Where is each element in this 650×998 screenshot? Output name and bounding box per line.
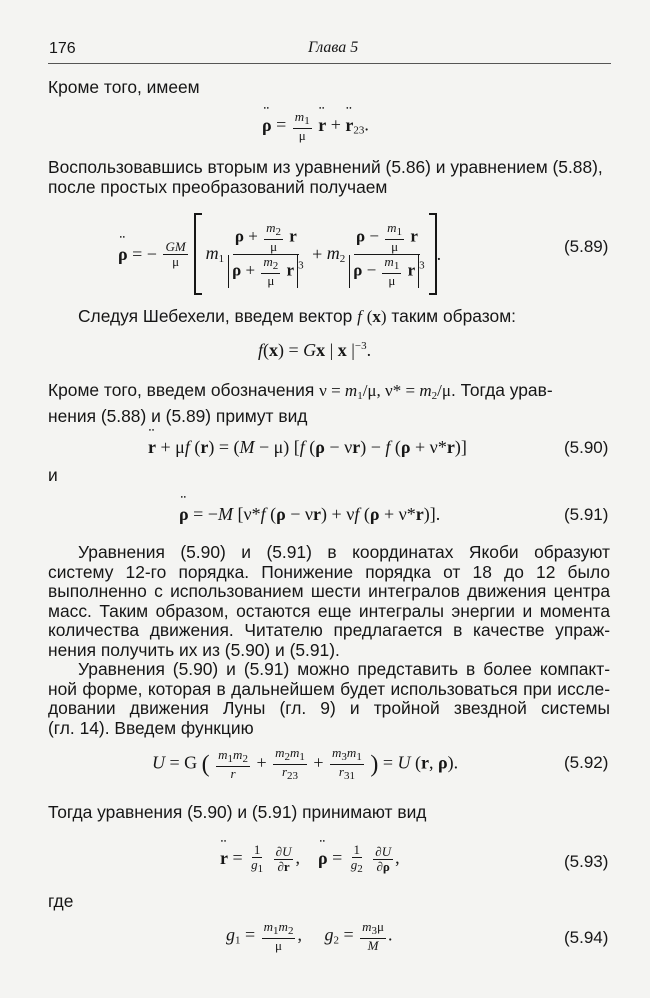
text-line: (гл. 14). Введем функцию xyxy=(48,717,254,738)
paragraph-derivation xyxy=(48,158,610,197)
paragraph-jacobi xyxy=(48,543,610,660)
text-line: масс. Таким образом, остаются еще интегралы энергии и момента xyxy=(48,600,610,621)
equation-number: (5.91) xyxy=(564,505,609,524)
text-line: после простых преобразований получаем xyxy=(48,176,388,197)
text-line: Уравнения (5.90) и (5.91) можно представить в более компакт- xyxy=(78,659,610,679)
running-header: Глава 5 xyxy=(308,39,359,56)
equation-number: (5.93) xyxy=(564,852,609,871)
paragraph-compact-form xyxy=(48,660,610,738)
text-line: выполненно с использованием шести интегралов движения центра xyxy=(48,581,610,601)
text-line: количества движения. Читателю предлагается в качестве упраж- xyxy=(48,620,610,640)
text-line: Кроме того, введем обозначения $\nu = m_1/\mu$, $\nu* = m_2/\mu$. Тогда урав- xyxy=(48,380,553,402)
paragraph-then: Тогда уравнения (5.90) и (5.91) принимают вид xyxy=(48,802,427,822)
header-rule xyxy=(48,63,611,64)
text-line: ной форме, которая в дальнейшем будет использоваться при иссле- xyxy=(48,678,610,699)
equation-5-94: $g_1$ = $\frac{m_1m_2}{\mu}$ , $g_2$ = $\frac{m_3\mu}{M}$ . xyxy=(226,919,393,953)
equation-5-92: U = G ( $\frac{m_1m_2}{r}$ + $\frac{m_2m_1}{r_{23}}$ + $\frac{m_3m_1}{r_{31}}$ ) = U (r, ρ). xyxy=(152,745,459,782)
page-number: 176 xyxy=(49,40,76,57)
equation-number: (5.92) xyxy=(564,753,609,772)
word-where: где xyxy=(48,891,74,911)
equation-5-90: •• r + μf (r) = (M − μ) [f (ρ − νr) − f (ρ + ν*r)] xyxy=(148,437,467,458)
text-line: Воспользовавшись вторым из уравнений (5.86) и уравнением (5.88), xyxy=(48,157,603,177)
text-segment: таким образом: xyxy=(391,306,516,326)
equation-number: (5.90) xyxy=(564,438,609,457)
text-line: нения получить их из (5.90) и (5.91). xyxy=(48,639,340,660)
equation-number: (5.89) xyxy=(564,237,609,256)
equation-f-definition: f(x) = Gx | x $|^{-3}$. xyxy=(258,340,372,360)
text-line: довании движения Луны (гл. 9) и тройной звездной системы xyxy=(48,698,610,718)
text-line: нения (5.88) и (5.89) примут вид xyxy=(48,405,308,426)
equation-rho-accel: •• ρ = $\frac{m_1}{\mu}$ •• r + •• $r_{23}$. xyxy=(262,110,369,143)
equation-5-93: •• r = $\frac{1}{g_1}$ $\frac{\partial U}{\partial r}$ , •• ρ = $\frac{1}{g_2}$ $\frac{\partial U}{\partial\rho}$ , xyxy=(220,843,400,876)
equation-5-91: •• ρ = −M [ν*f (ρ − νr) + νf (ρ + ν*r)]. xyxy=(179,504,440,525)
paragraph-shebehely: Следуя Шебехели, введем вектор f (x) таким образом: xyxy=(78,306,516,326)
paragraph-notation xyxy=(48,381,610,426)
equation-number: (5.94) xyxy=(564,928,609,947)
text-segment: Следуя Шебехели, введем вектор xyxy=(78,306,353,326)
equation-5-89: •• ρ = − $\frac{GM}{\mu}$ $m_1$ ρ + $\frac{m_2}{\mu}$ r ρ + $\frac{m_2}{\mu}$ r $^3$ + $m_2$ ρ − $\frac{m_1}{\mu}$ r ρ − $\frac{m_1}{\mu}$ r $^3$ . xyxy=(118,213,441,295)
text-line: Уравнения (5.90) и (5.91) в координатах Якоби образуют xyxy=(78,542,610,562)
paragraph-intro: Кроме того, имеем xyxy=(48,77,200,97)
word-and: и xyxy=(48,465,58,485)
text-line: систему 12-го порядка. Понижение порядка от 18 до 12 было xyxy=(48,561,610,582)
